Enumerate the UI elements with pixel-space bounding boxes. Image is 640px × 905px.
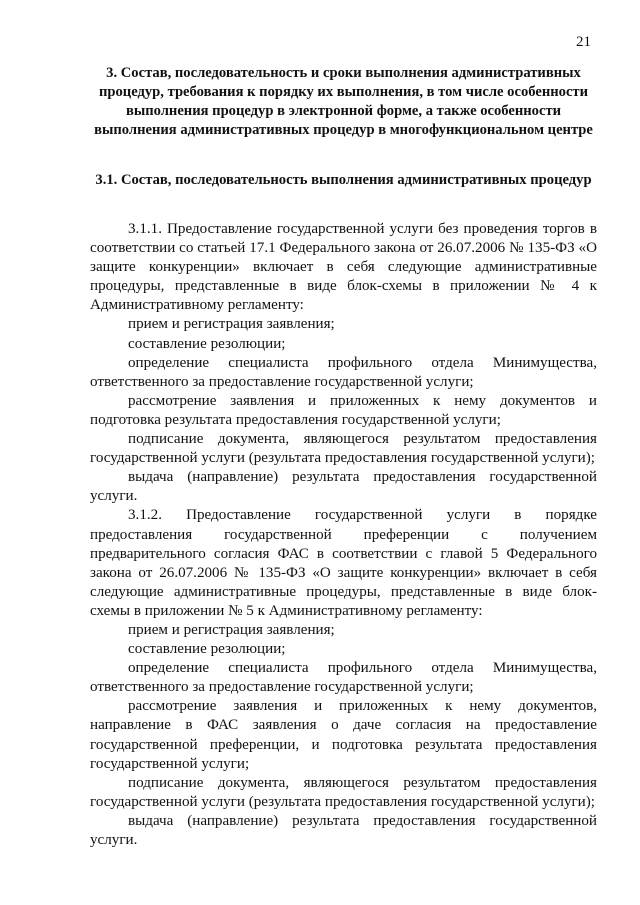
list-item: выдача (направление) результата предоставления государственной услуги.: [90, 469, 597, 505]
list-item: выдача (направление) результата предоставления государственной услуги.: [90, 812, 597, 848]
list-item: составление резолюции;: [128, 641, 286, 658]
list-item: определение специалиста профильного отдела Минимущества, ответственного за предоставление государственной услуги;: [90, 354, 597, 390]
page-number: 21: [576, 34, 591, 50]
list-item: определение специалиста профильного отдела Минимущества, ответственного за предоставление государственной услуги;: [90, 660, 597, 696]
document-body: [90, 220, 597, 850]
paragraph-3-1-1: 3.1.1. Предоставление государственной услуги без проведения торгов в соответствии со статьей 17.1 Федерального закона от 26.07.2006 № 135-ФЗ «О защите конкуренции» включает в себя следующие административные процедуры, представленные в виде блок-схемы в приложении № 4 к Административному регламенту:: [90, 221, 597, 314]
list-item: прием и регистрация заявления;: [128, 316, 335, 333]
section-heading: 3. Состав, последовательность и сроки выполнения административных процедур, требования к порядку их выполнения, в том числе особенности выполнения процедур в электронной форме, а также особенности выполнения административных процедур в многофункциональном центре: [94, 65, 593, 138]
paragraph-3-1-2: 3.1.2. Предоставление государственной услуги в порядке предоставления государственной преференции с получением предварительного согласия ФАС в соответствии с главой 5 Федерального закона от 26.07.2006 № 135-ФЗ «О защите конкуренции» включает в себя следующие административные процедуры, представленные в виде блок-схемы в приложении № 5 к Административному регламенту:: [90, 507, 597, 619]
list-item: прием и регистрация заявления;: [128, 621, 335, 638]
list-item: рассмотрение заявления и приложенных к нему документов, направление в ФАС заявления о даче согласия на предоставление государственной преференции, и подготовка результата предоставления государственной услуги;: [90, 698, 597, 772]
list-item: рассмотрение заявления и приложенных к нему документов и подготовка результата предоставления государственной услуги;: [90, 392, 597, 428]
list-item: составление резолюции;: [128, 335, 286, 352]
list-item: подписание документа, являющегося результатом предоставления государственной услуги (результата предоставления государственной услуги);: [90, 774, 597, 810]
subsection-heading: 3.1. Состав, последовательность выполнения административных процедур: [95, 172, 592, 188]
list-item: подписание документа, являющегося результатом предоставления государственной услуги (результата предоставления государственной услуги);: [90, 431, 597, 467]
